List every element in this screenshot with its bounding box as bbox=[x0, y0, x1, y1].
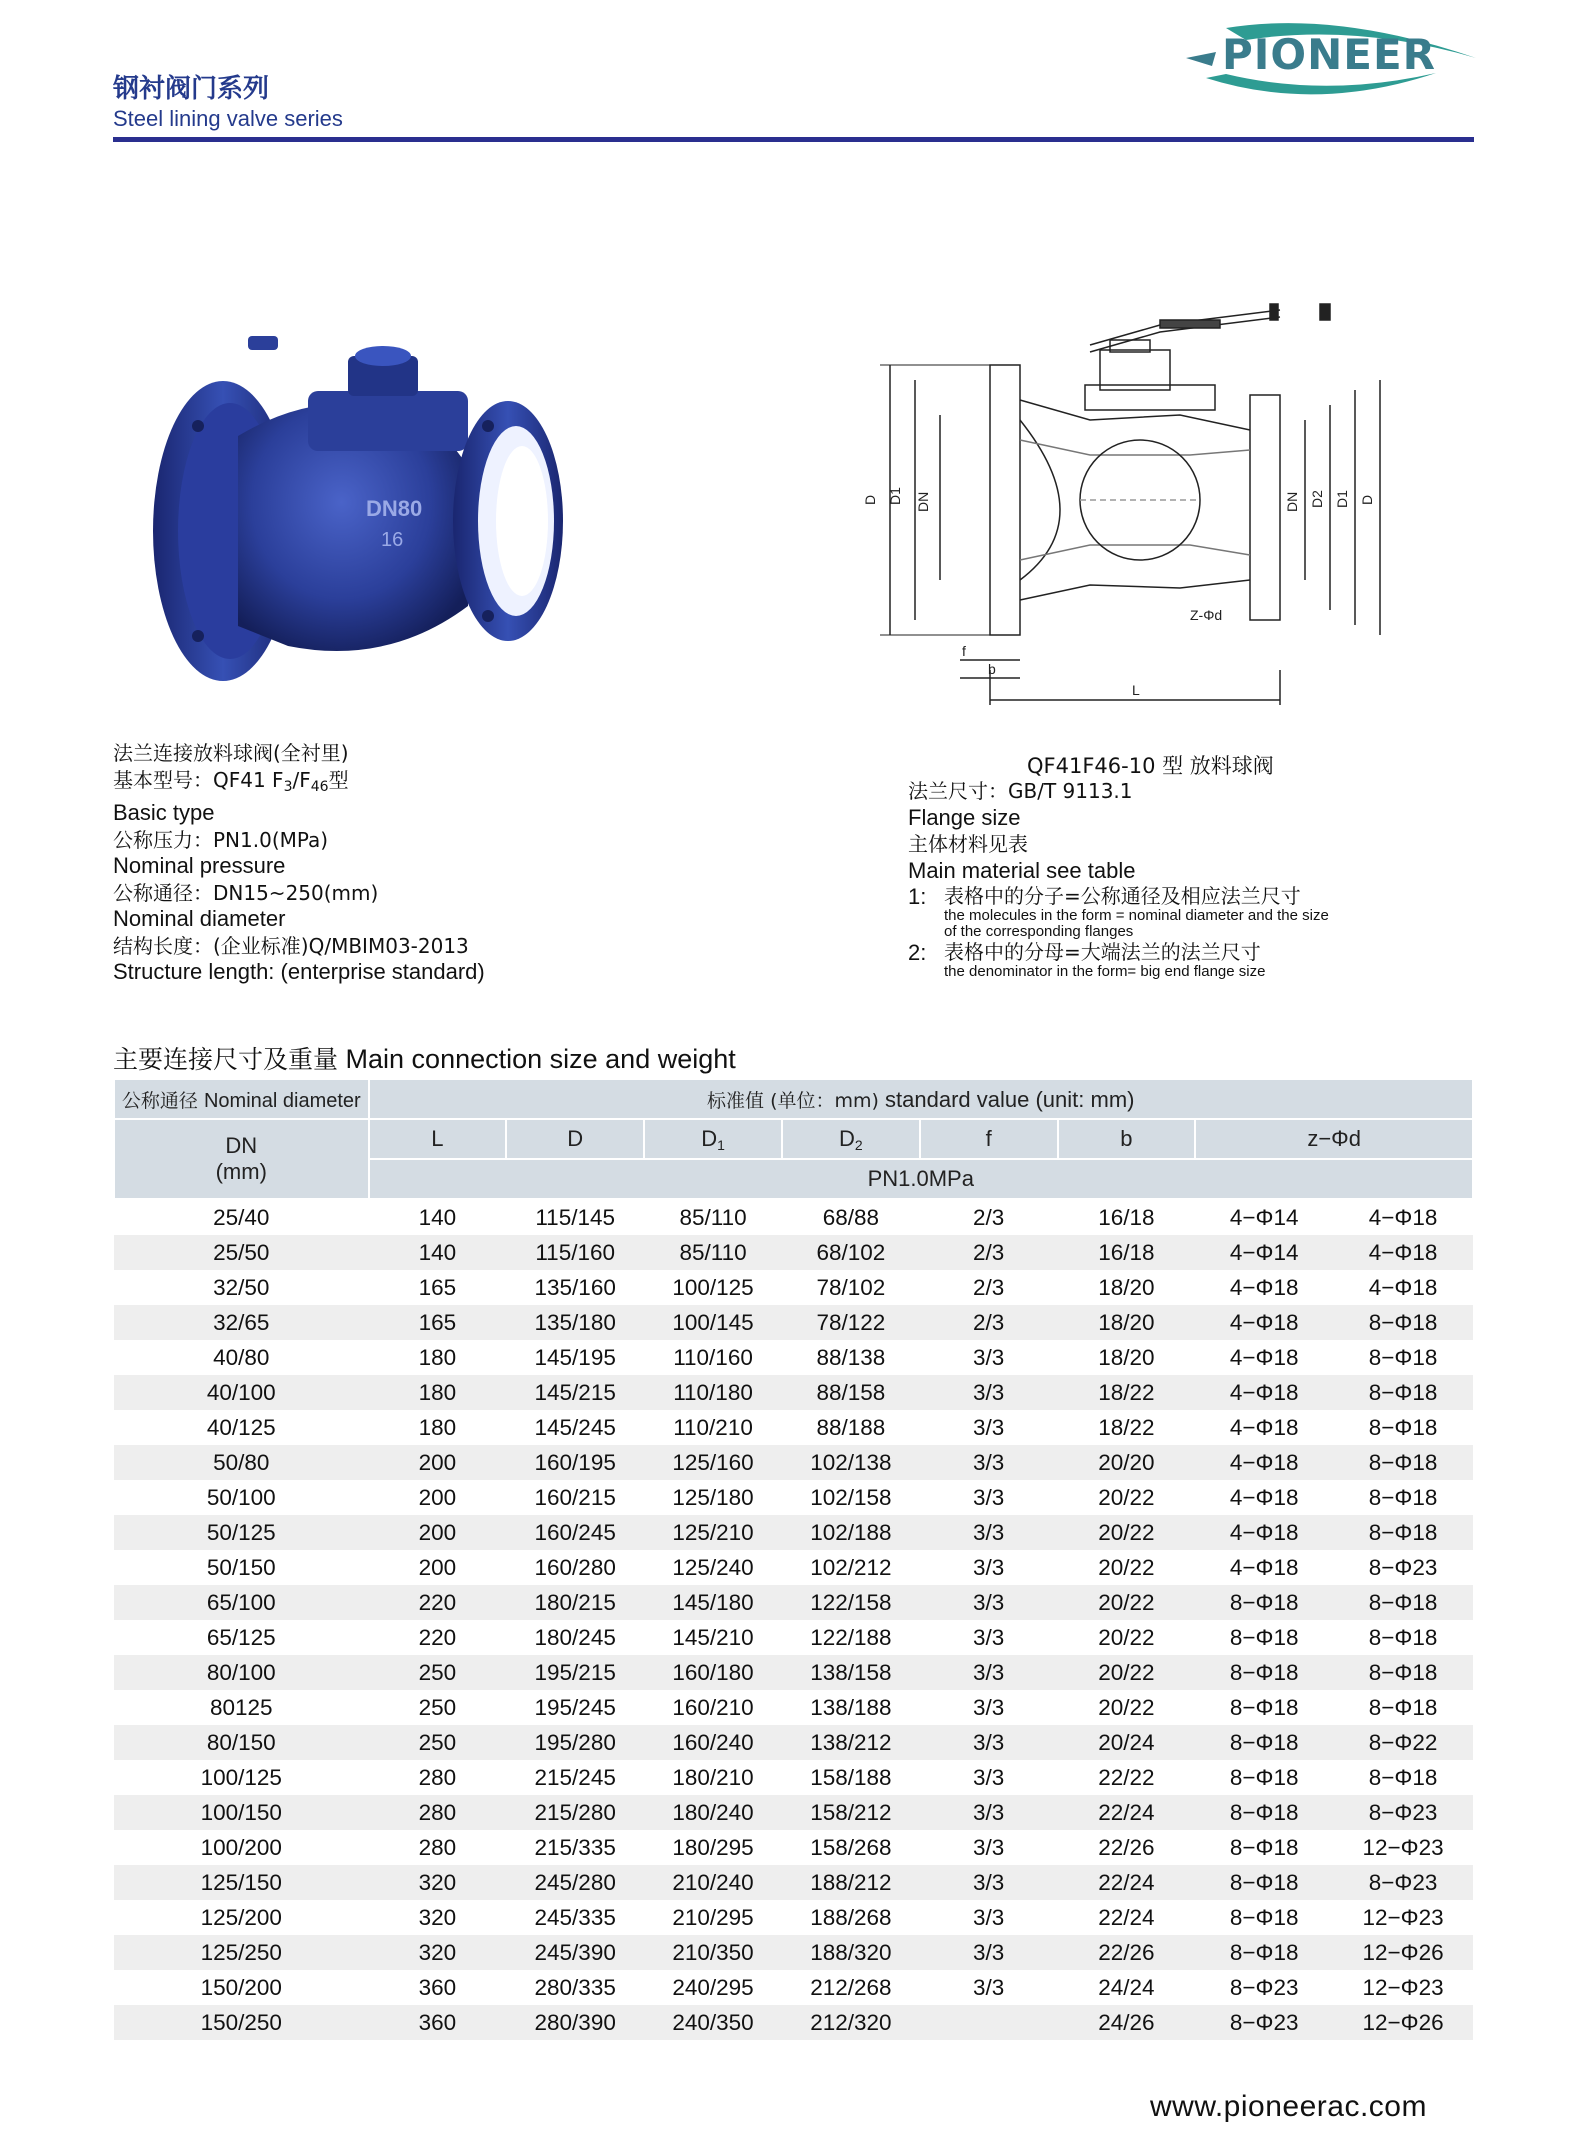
table-cell: 180/245 bbox=[534, 1624, 616, 1650]
table-row bbox=[114, 1655, 1473, 1690]
table-row bbox=[114, 1970, 1473, 2005]
table-cell: 8−Φ18 bbox=[1368, 1694, 1438, 1720]
note-1: 1: 表格中的分子=公称通径及相应法兰尺寸 the molecules in the form = nominal diameter and the size of the corresponding flanges bbox=[908, 884, 1329, 940]
table-cell: 245/390 bbox=[506, 1935, 644, 1970]
table-cell: 138/188 bbox=[810, 1694, 892, 1720]
pressure-en: Nominal pressure bbox=[113, 853, 286, 878]
table-cell: 4−Φ18 bbox=[1229, 1484, 1299, 1510]
table-cell: 280/390 bbox=[506, 2005, 644, 2040]
table-cell: 20/22 bbox=[1098, 1484, 1155, 1510]
table-cell: 8−Φ18 bbox=[1368, 1484, 1438, 1510]
table-cell: 100/145 bbox=[644, 1305, 782, 1340]
table-cell: 125/150 bbox=[114, 1865, 369, 1900]
table-row bbox=[114, 1410, 1473, 1445]
table-cell: 220 bbox=[369, 1585, 507, 1620]
table-cell: 160/215 bbox=[534, 1484, 616, 1510]
dn-header: DN (mm) bbox=[114, 1119, 369, 1199]
table-cell: 165 bbox=[418, 1274, 457, 1300]
table-row bbox=[114, 1340, 1473, 1375]
dim-DN-right: DN bbox=[1284, 491, 1300, 512]
table-cell: 3/3 bbox=[920, 1445, 1058, 1480]
table-cell: 4−Φ18 bbox=[1195, 1515, 1333, 1550]
table-cell: 8−Φ18 bbox=[1368, 1344, 1438, 1370]
flange-en: Flange size bbox=[908, 804, 1021, 830]
table-cell: 158/212 bbox=[782, 1795, 920, 1830]
table-cell: 138/212 bbox=[782, 1725, 920, 1760]
table-cell: 65/100 bbox=[114, 1585, 369, 1620]
table-cell: 3/3 bbox=[920, 1515, 1058, 1550]
table-cell: 102/138 bbox=[782, 1445, 920, 1480]
table-cell: 280/335 bbox=[534, 1974, 616, 2000]
col-zd: z−Φd bbox=[1195, 1119, 1473, 1159]
table-cell: 102/158 bbox=[810, 1484, 892, 1510]
col-D1: $D_1$ bbox=[644, 1119, 782, 1159]
table-cell: 220 bbox=[418, 1624, 457, 1650]
table-cell: 22/26 bbox=[1058, 1935, 1196, 1970]
table-cell: 100/125 bbox=[200, 1764, 282, 1790]
table-cell: 4−Φ18 bbox=[1333, 1235, 1473, 1270]
table-cell: 3/3 bbox=[973, 1764, 1005, 1790]
product-name-cn: 法兰连接放料球阀(全衬里) bbox=[113, 741, 349, 765]
table-row bbox=[114, 1480, 1473, 1515]
table-cell: 16/18 bbox=[1098, 1204, 1155, 1230]
table-cell: 145/215 bbox=[506, 1375, 644, 1410]
table-cell: 8−Φ23 bbox=[1333, 1795, 1473, 1830]
table-cell: 88/138 bbox=[816, 1344, 886, 1370]
table-cell: 3/3 bbox=[920, 1725, 1058, 1760]
table-cell: 145/195 bbox=[534, 1344, 616, 1370]
table-cell: 188/268 bbox=[810, 1904, 892, 1930]
table-cell: 8−Φ18 bbox=[1333, 1585, 1473, 1620]
table-cell: 102/188 bbox=[782, 1515, 920, 1550]
table-cell: 8−Φ18 bbox=[1195, 1865, 1333, 1900]
table-cell: 195/215 bbox=[506, 1655, 644, 1690]
table-cell: 215/245 bbox=[534, 1764, 616, 1790]
table-cell: 3/3 bbox=[920, 1865, 1058, 1900]
table-cell: 12−Φ23 bbox=[1362, 1974, 1444, 2000]
pn-header: PN1.0MPa bbox=[369, 1159, 1473, 1199]
table-cell: 180/295 bbox=[672, 1834, 754, 1860]
table-cell: 2/3 bbox=[920, 1305, 1058, 1340]
table-cell: 80125 bbox=[209, 1694, 273, 1720]
table-cell: 22/24 bbox=[1058, 1795, 1196, 1830]
table-cell: 215/335 bbox=[534, 1834, 616, 1860]
table-cell: 4−Φ18 bbox=[1368, 1274, 1438, 1300]
table-cell: 20/22 bbox=[1058, 1585, 1196, 1620]
table-cell: 32/50 bbox=[213, 1274, 270, 1300]
table-cell: 100/200 bbox=[200, 1834, 282, 1860]
table-cell: 200 bbox=[418, 1484, 457, 1510]
table-cell: 85/110 bbox=[644, 1235, 782, 1270]
table-cell: 138/158 bbox=[782, 1655, 920, 1690]
table-cell: 135/180 bbox=[506, 1305, 644, 1340]
table-cell: 4−Φ18 bbox=[1229, 1554, 1299, 1580]
table-cell: 125/210 bbox=[644, 1515, 782, 1550]
table-cell: 180/215 bbox=[506, 1585, 644, 1620]
table-cell: 280 bbox=[418, 1764, 457, 1790]
table-cell: 320 bbox=[369, 1865, 507, 1900]
table-cell: 240/350 bbox=[644, 2005, 782, 2040]
table-cell: 212/268 bbox=[810, 1974, 892, 2000]
dim-D1-right: D1 bbox=[1334, 490, 1350, 508]
table-cell: 18/20 bbox=[1098, 1274, 1155, 1300]
dim-b: b bbox=[988, 661, 996, 677]
table-cell: 160/245 bbox=[506, 1515, 644, 1550]
table-cell: 32/65 bbox=[114, 1305, 369, 1340]
table-cell: 110/180 bbox=[644, 1375, 782, 1410]
dim-D1-left: D1 bbox=[887, 487, 903, 505]
diameter-cn: 公称通径：DN15~250(mm) bbox=[113, 880, 379, 905]
table-cell: 160/195 bbox=[506, 1445, 644, 1480]
table-cell: 12−Φ26 bbox=[1333, 1935, 1473, 1970]
table-row bbox=[114, 1305, 1473, 1340]
table-row bbox=[114, 1900, 1473, 1935]
table-cell: 8−Φ23 bbox=[1229, 1974, 1299, 2000]
table-cell: 4−Φ18 bbox=[1229, 1414, 1299, 1440]
table-cell: 3/3 bbox=[973, 1344, 1005, 1370]
ball-valve-photo bbox=[138, 316, 588, 696]
note-2: 2: 表格中的分母=大端法兰的法兰尺寸 the denominator in the form= big end flange size bbox=[908, 940, 1266, 980]
table-cell: 135/160 bbox=[534, 1274, 616, 1300]
table-cell: 4−Φ18 bbox=[1195, 1305, 1333, 1340]
dim-L: L bbox=[1132, 682, 1140, 698]
table-cell: 40/125 bbox=[206, 1414, 276, 1440]
table-cell: 20/22 bbox=[1058, 1655, 1196, 1690]
table-cell: 240/295 bbox=[672, 1974, 754, 2000]
table-cell: 24/24 bbox=[1098, 1974, 1155, 2000]
table-cell: 4−Φ18 bbox=[1195, 1445, 1333, 1480]
length-en: Structure length: (enterprise standard) bbox=[113, 959, 485, 984]
table-cell: 122/158 bbox=[782, 1585, 920, 1620]
table-row bbox=[114, 1690, 1473, 1725]
table-cell: 80/150 bbox=[114, 1725, 369, 1760]
table-cell: 68/88 bbox=[822, 1204, 880, 1230]
table-cell: 150/200 bbox=[200, 1974, 282, 2000]
table-cell: 18/22 bbox=[1058, 1375, 1196, 1410]
table-cell: 200 bbox=[418, 1554, 457, 1580]
material-en: Main material see table bbox=[908, 857, 1136, 883]
table-cell: 125/180 bbox=[672, 1484, 754, 1510]
table-cell: 195/245 bbox=[534, 1694, 616, 1720]
table-row bbox=[114, 1865, 1473, 1900]
table-cell: 100/125 bbox=[672, 1274, 754, 1300]
table-cell: 115/160 bbox=[506, 1235, 644, 1270]
table-cell: 140 bbox=[369, 1235, 507, 1270]
table-cell: 180 bbox=[369, 1375, 507, 1410]
table-row bbox=[114, 1445, 1473, 1480]
logo-text: PIONEER bbox=[1222, 30, 1436, 79]
table-row bbox=[114, 1760, 1473, 1795]
table-cell: 188/320 bbox=[782, 1935, 920, 1970]
header-title-cn: 钢衬阀门系列 bbox=[113, 74, 270, 104]
table-cell: 200 bbox=[369, 1515, 507, 1550]
table-cell: 320 bbox=[418, 1904, 457, 1930]
photo-mark-dn: DN80 bbox=[366, 496, 423, 521]
table-cell: 18/20 bbox=[1098, 1344, 1155, 1370]
col-b: b bbox=[1058, 1119, 1196, 1159]
header-title-en: Steel lining valve series bbox=[113, 106, 343, 131]
table-cell: 3/3 bbox=[920, 1375, 1058, 1410]
table-cell: 25/40 bbox=[213, 1204, 270, 1230]
table-cell: 2/3 bbox=[973, 1204, 1005, 1230]
table-cell: 3/3 bbox=[973, 1694, 1005, 1720]
table-cell: 8−Φ18 bbox=[1368, 1414, 1438, 1440]
table-cell: 3/3 bbox=[973, 1414, 1005, 1440]
table-row bbox=[114, 1585, 1473, 1620]
table-cell: 250 bbox=[369, 1655, 507, 1690]
table-cell: 22/22 bbox=[1098, 1764, 1155, 1790]
table-cell: 3/3 bbox=[973, 1974, 1005, 2000]
length-cn: 结构长度：(企业标准)Q/MBIM03-2013 bbox=[113, 933, 469, 958]
table-cell: 125/240 bbox=[672, 1554, 754, 1580]
table-cell: 22/24 bbox=[1058, 1865, 1196, 1900]
table-cell: 3/3 bbox=[973, 1554, 1005, 1580]
table-cell: 8−Φ18 bbox=[1333, 1305, 1473, 1340]
table-cell: 88/188 bbox=[816, 1414, 886, 1440]
table-row bbox=[114, 1725, 1473, 1760]
table-cell: 8−Φ18 bbox=[1195, 1795, 1333, 1830]
table-cell: 12−Φ23 bbox=[1362, 1834, 1444, 1860]
table-cell: 65/125 bbox=[206, 1624, 276, 1650]
table-cell: 160/280 bbox=[534, 1554, 616, 1580]
table-cell: 78/102 bbox=[816, 1274, 886, 1300]
table-cell: 210/295 bbox=[672, 1904, 754, 1930]
table-cell: 245/335 bbox=[534, 1904, 616, 1930]
table-cell: 145/180 bbox=[644, 1585, 782, 1620]
col-D2: $D_2$ bbox=[782, 1119, 920, 1159]
table-cell: 115/145 bbox=[535, 1204, 616, 1230]
table-body bbox=[114, 1199, 1473, 2040]
table-cell: 8−Φ23 bbox=[1368, 1554, 1438, 1580]
table-cell: 4−Φ18 bbox=[1195, 1375, 1333, 1410]
table-cell: 360 bbox=[418, 1974, 457, 2000]
dim-D-left: D bbox=[862, 494, 878, 505]
footer-url[interactable]: www.pioneerac.com bbox=[1150, 2090, 1427, 2123]
table-cell: 8−Φ18 bbox=[1195, 1585, 1333, 1620]
table-cell: 8−Φ23 bbox=[1195, 2005, 1333, 2040]
table-cell: 8−Φ18 bbox=[1368, 1764, 1438, 1790]
table-cell: 125/160 bbox=[644, 1445, 782, 1480]
col-f: f bbox=[920, 1119, 1058, 1159]
table-row bbox=[114, 1620, 1473, 1655]
table-cell: 150/250 bbox=[114, 2005, 369, 2040]
table-cell: 8−Φ18 bbox=[1195, 1725, 1333, 1760]
table-cell: 102/212 bbox=[810, 1554, 892, 1580]
photo-mark-16: 16 bbox=[381, 529, 404, 551]
table-cell: 145/245 bbox=[534, 1414, 616, 1440]
table-cell: 215/280 bbox=[506, 1795, 644, 1830]
table-cell: 245/280 bbox=[506, 1865, 644, 1900]
table-cell: 200 bbox=[369, 1445, 507, 1480]
table-row bbox=[114, 1199, 1473, 1235]
table-cell: 8−Φ18 bbox=[1229, 1764, 1299, 1790]
table-cell: 158/188 bbox=[810, 1764, 892, 1790]
table-cell: 18/20 bbox=[1058, 1305, 1196, 1340]
table-row bbox=[114, 1830, 1473, 1865]
table-cell: 100/150 bbox=[114, 1795, 369, 1830]
dimension-table bbox=[113, 1078, 1474, 2040]
table-row bbox=[114, 1270, 1473, 1305]
table-cell: 50/100 bbox=[206, 1484, 276, 1510]
material-cn: 主体材料见表 bbox=[908, 832, 1028, 856]
table-cell: 180 bbox=[418, 1344, 457, 1370]
table-cell: 8−Φ23 bbox=[1333, 1865, 1473, 1900]
table-cell: 158/268 bbox=[810, 1834, 892, 1860]
table-cell: 8−Φ22 bbox=[1333, 1725, 1473, 1760]
standard-value-header: 标准值 (单位：mm) standard value (unit: mm) bbox=[369, 1079, 1473, 1119]
table-cell: 122/188 bbox=[810, 1624, 892, 1650]
table-cell: 22/24 bbox=[1098, 1904, 1155, 1930]
table-cell: 4−Φ18 bbox=[1229, 1344, 1299, 1370]
table-cell: 140 bbox=[418, 1204, 457, 1230]
table-cell: 8−Φ18 bbox=[1333, 1515, 1473, 1550]
table-cell: 280 bbox=[418, 1834, 457, 1860]
flange-cn: 法兰尺寸：GB/T 9113.1 bbox=[908, 779, 1133, 803]
diameter-en: Nominal diameter bbox=[113, 906, 286, 931]
table-cell: 85/110 bbox=[679, 1204, 747, 1230]
table-cell: 212/320 bbox=[782, 2005, 920, 2040]
table-cell: 20/20 bbox=[1058, 1445, 1196, 1480]
table-cell: 8−Φ18 bbox=[1229, 1904, 1299, 1930]
pressure-cn: 公称压力：PN1.0(MPa) bbox=[113, 827, 329, 852]
table-row bbox=[114, 1935, 1473, 1970]
table-cell: 165 bbox=[369, 1305, 507, 1340]
dim-f: f bbox=[962, 643, 966, 659]
table-cell: 80/100 bbox=[114, 1655, 369, 1690]
table-cell: 25/50 bbox=[114, 1235, 369, 1270]
table-cell: 20/22 bbox=[1098, 1554, 1155, 1580]
table-row bbox=[114, 1795, 1473, 1830]
col-L: L bbox=[369, 1119, 507, 1159]
table-row bbox=[114, 1515, 1473, 1550]
table-cell: 250 bbox=[369, 1725, 507, 1760]
drawing-title: QF41F46-10 型 放料球阀 bbox=[1027, 754, 1274, 778]
table-cell: 40/100 bbox=[114, 1375, 369, 1410]
table-cell: 20/22 bbox=[1058, 1515, 1196, 1550]
table-cell: 12−Φ26 bbox=[1333, 2005, 1473, 2040]
table-cell: 68/102 bbox=[782, 1235, 920, 1270]
table-cell: 8−Φ18 bbox=[1229, 1624, 1299, 1650]
table-cell: 20/22 bbox=[1098, 1694, 1155, 1720]
table-cell: 195/280 bbox=[506, 1725, 644, 1760]
col-D: D bbox=[506, 1119, 644, 1159]
table-cell: 250 bbox=[418, 1694, 457, 1720]
table-cell bbox=[920, 2005, 1058, 2040]
table-cell: 210/240 bbox=[644, 1865, 782, 1900]
table-cell: 88/158 bbox=[782, 1375, 920, 1410]
table-title: 主要连接尺寸及重量 Main connection size and weight bbox=[113, 1044, 736, 1074]
table-cell: 8−Φ18 bbox=[1229, 1694, 1299, 1720]
table-cell: 320 bbox=[369, 1935, 507, 1970]
table-cell: 78/122 bbox=[782, 1305, 920, 1340]
table-cell: 4−Φ18 bbox=[1229, 1274, 1299, 1300]
table-cell: 40/80 bbox=[213, 1344, 270, 1370]
table-cell: 22/26 bbox=[1098, 1834, 1155, 1860]
table-cell: 8−Φ18 bbox=[1333, 1375, 1473, 1410]
table-cell: 3/3 bbox=[973, 1834, 1005, 1860]
table-cell: 188/212 bbox=[782, 1865, 920, 1900]
table-cell: 280 bbox=[369, 1795, 507, 1830]
dim-D2-right: D2 bbox=[1309, 490, 1325, 508]
table-cell: 180/240 bbox=[644, 1795, 782, 1830]
table-row bbox=[114, 1235, 1473, 1270]
table-cell: 180 bbox=[418, 1414, 457, 1440]
table-cell: 12−Φ23 bbox=[1362, 1904, 1444, 1930]
table-cell: 3/3 bbox=[920, 1585, 1058, 1620]
table-cell: 8−Φ18 bbox=[1229, 1834, 1299, 1860]
table-cell: 3/3 bbox=[973, 1904, 1005, 1930]
table-cell: 8−Φ18 bbox=[1333, 1445, 1473, 1480]
table-row bbox=[114, 2005, 1473, 2040]
table-cell: 110/210 bbox=[673, 1414, 753, 1440]
table-cell: 8−Φ18 bbox=[1195, 1935, 1333, 1970]
table-cell: 2/3 bbox=[920, 1235, 1058, 1270]
table-cell: 24/26 bbox=[1058, 2005, 1196, 2040]
table-cell: 3/3 bbox=[973, 1484, 1005, 1510]
table-cell: 4−Φ14 bbox=[1229, 1204, 1299, 1230]
header-divider bbox=[113, 137, 1474, 142]
table-cell: 210/350 bbox=[644, 1935, 782, 1970]
table-cell: 50/150 bbox=[206, 1554, 276, 1580]
valve-cross-section-drawing bbox=[860, 290, 1400, 710]
table-cell: 16/18 bbox=[1058, 1235, 1196, 1270]
pioneer-logo bbox=[1186, 18, 1486, 98]
table-cell: 125/250 bbox=[114, 1935, 369, 1970]
table-cell: 8−Φ18 bbox=[1333, 1655, 1473, 1690]
nominal-diameter-header: 公称通径 Nominal diameter bbox=[114, 1079, 369, 1119]
table-cell: 50/125 bbox=[114, 1515, 369, 1550]
basic-type-en: Basic type bbox=[113, 800, 215, 825]
left-spec-block bbox=[113, 740, 673, 986]
table-cell: 2/3 bbox=[973, 1274, 1005, 1300]
table-cell: 160/210 bbox=[672, 1694, 754, 1720]
dim-zd: Z-Φd bbox=[1190, 607, 1223, 623]
table-cell: 4−Φ18 bbox=[1368, 1204, 1438, 1230]
dim-D-right: D bbox=[1359, 494, 1375, 505]
table-cell: 18/22 bbox=[1098, 1414, 1155, 1440]
table-cell: 3/3 bbox=[920, 1795, 1058, 1830]
table-cell: 20/22 bbox=[1098, 1624, 1155, 1650]
table-cell: 360 bbox=[369, 2005, 507, 2040]
table-cell: 160/240 bbox=[644, 1725, 782, 1760]
right-spec-block bbox=[908, 778, 1428, 980]
table-cell: 125/200 bbox=[200, 1904, 282, 1930]
table-cell: 3/3 bbox=[920, 1935, 1058, 1970]
table-cell: 3/3 bbox=[920, 1655, 1058, 1690]
table-cell: 8−Φ18 bbox=[1368, 1624, 1438, 1650]
table-cell: 4−Φ14 bbox=[1195, 1235, 1333, 1270]
table-cell: 8−Φ18 bbox=[1195, 1655, 1333, 1690]
table-cell: 160/180 bbox=[644, 1655, 782, 1690]
table-cell: 20/24 bbox=[1058, 1725, 1196, 1760]
table-cell: 180/210 bbox=[672, 1764, 754, 1790]
table-cell: 145/210 bbox=[672, 1624, 754, 1650]
table-cell: 110/160 bbox=[673, 1344, 753, 1370]
table-cell: 3/3 bbox=[973, 1624, 1005, 1650]
basic-type-cn: 基本型号：QF41 $F_3/F_{46}$型 bbox=[113, 767, 349, 795]
table-row bbox=[114, 1375, 1473, 1410]
dim-DN-left: DN bbox=[915, 491, 931, 512]
table-row bbox=[114, 1550, 1473, 1585]
table-cell: 50/80 bbox=[114, 1445, 369, 1480]
